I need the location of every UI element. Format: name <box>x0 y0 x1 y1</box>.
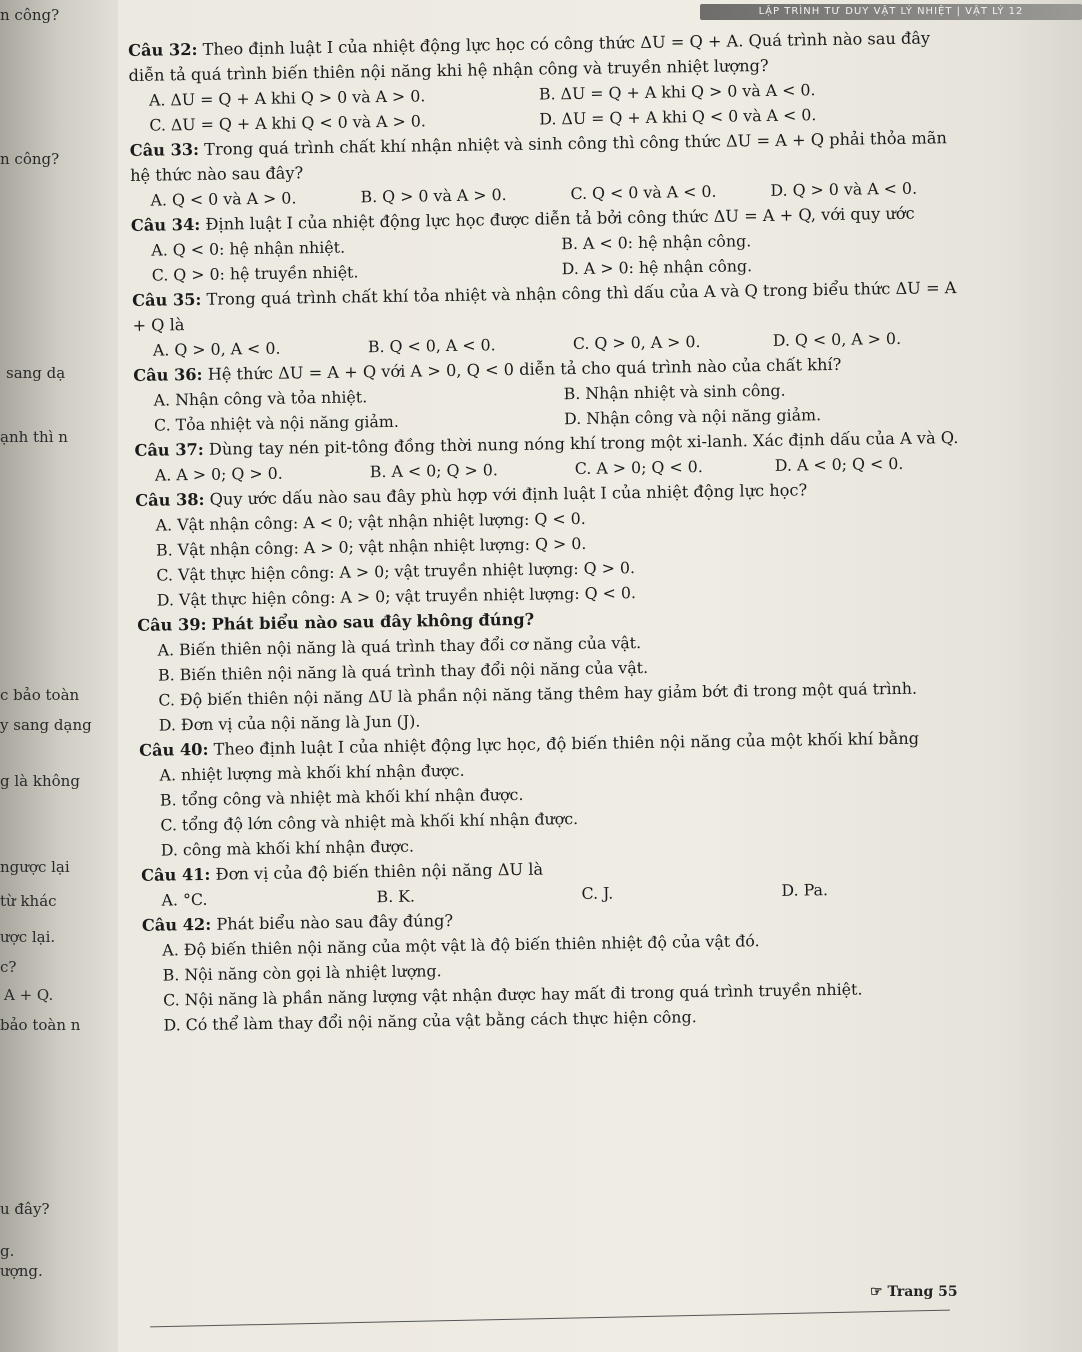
option-c: C. Độ biến thiên nội năng ΔU là phần nội năng tăng thêm hay giảm bớt đi trong một quá trình. <box>158 678 918 710</box>
option-c: C. Q > 0, A > 0. <box>572 332 701 354</box>
option-c: C. J. <box>581 883 614 903</box>
option-c: C. Vật thực hiện công: A > 0; vật truyền nhiệt lượng: Q > 0. <box>156 558 636 585</box>
question-text: Trong quá trình chất khí nhận nhiệt và sinh công thì công thức ΔU = A + Q phải thỏa mãn hệ thức nào sau đây? <box>130 128 947 185</box>
option-b: B. Q < 0, A < 0. <box>367 335 496 357</box>
footer-rule <box>150 1310 950 1328</box>
option-a: A. Q > 0, A < 0. <box>152 338 281 360</box>
question-number: Câu 33: <box>129 139 200 160</box>
margin-fragment: ngược lại <box>0 858 70 876</box>
option-b: B. Q > 0 và A > 0. <box>360 185 507 207</box>
question-number: Câu 35: <box>131 289 202 310</box>
question-text: Theo định luật I của nhiệt động lực học có công thức ΔU = Q + A. Quá trình nào sau đây diễn tả quá trình biến thiên nội năng khi hệ nhận công và truyền nhiệt lượng? <box>128 28 931 85</box>
margin-fragment: g. <box>0 1242 15 1260</box>
margin-fragment: bảo toàn n <box>0 1016 81 1034</box>
question-number: Câu 38: <box>135 489 205 510</box>
question-text: Trong quá trình chất khí tỏa nhiệt và nhận công thì dấu của A và Q trong biểu thức ΔU = A + Q là <box>132 278 957 335</box>
option-b: B. Vật nhận công: A > 0; vật nhận nhiệt lượng: Q > 0. <box>155 533 587 560</box>
option-d: D. Vật thực hiện công: A > 0; vật truyền nhiệt lượng: Q < 0. <box>156 583 637 610</box>
option-d: D. A > 0: hệ nhận công. <box>561 256 753 279</box>
question-number: Câu 42: <box>141 914 212 935</box>
option-a: A. Q < 0 và A > 0. <box>150 188 297 210</box>
page-footer <box>870 1284 958 1300</box>
option-d: D. Pa. <box>781 880 829 900</box>
option-c: C. A > 0; Q < 0. <box>574 457 703 479</box>
option-a: A. ΔU = Q + A khi Q > 0 và A > 0. <box>148 86 426 110</box>
option-a: A. Vật nhận công: A < 0; vật nhận nhiệt lượng: Q < 0. <box>155 508 586 535</box>
option-b: B. Nhận nhiệt và sinh công. <box>563 380 786 404</box>
question-number: Câu 36: <box>133 364 203 385</box>
option-d: D. Nhận công và nội năng giảm. <box>563 405 822 429</box>
option-c: C. tổng độ lớn công và nhiệt mà khối khí nhận được. <box>160 809 579 835</box>
question-text: Quy ước dấu nào sau đây phù hợp với định luật I của nhiệt động lực học? <box>209 480 808 509</box>
question-list <box>128 25 974 1038</box>
option-b: B. ΔU = Q + A khi Q > 0 và A < 0. <box>538 80 816 104</box>
option-c: C. Nội năng là phần năng lượng vật nhận được hay mất đi trong quá trình truyền nhiệt. <box>162 979 863 1010</box>
margin-fragment: ạnh thì n <box>0 428 68 446</box>
question-text-emphasis: không <box>416 610 474 631</box>
running-header: LẬP TRÌNH TƯ DUY VẬT LÝ NHIỆT | VẬT LÝ 12 <box>700 4 1082 20</box>
question-text: Dùng tay nén pit-tông đồng thời nung nóng khí trong một xi-lanh. Xác định dấu của A và Q. <box>208 428 959 459</box>
option-b: B. Nội năng còn gọi là nhiệt lượng. <box>162 961 442 985</box>
option-a: A. Q < 0: hệ nhận nhiệt. <box>151 237 346 260</box>
margin-fragment: A + Q. <box>4 986 54 1004</box>
option-b: B. tổng công và nhiệt mà khối khí nhận được. <box>159 784 524 810</box>
question-text: Phát biểu nào sau đây đúng? <box>216 911 454 934</box>
option-b: B. K. <box>376 886 416 907</box>
question-text: Phát biểu nào sau đây <box>211 611 412 634</box>
option-c: C. Q > 0: hệ truyền nhiệt. <box>151 262 359 285</box>
option-a: A. Biến thiên nội năng là quá trình thay đổi cơ năng của vật. <box>157 633 642 660</box>
question-text: Đơn vị của độ biến thiên nội năng ΔU là <box>215 859 544 884</box>
option-d: D. Q > 0 và A < 0. <box>770 178 918 200</box>
question-text-end: đúng? <box>478 609 535 630</box>
question-number: Câu 40: <box>139 739 209 760</box>
question-text: Hệ thức ΔU = A + Q với A > 0, Q < 0 diễn tả cho quá trình nào của chất khí? <box>207 354 842 384</box>
margin-fragment: từ khác <box>0 892 57 910</box>
option-a: A. A > 0; Q > 0. <box>154 463 283 485</box>
option-d: D. công mà khối khí nhận được. <box>160 836 415 860</box>
question-number: Câu 39: <box>137 614 207 635</box>
margin-fragment: c? <box>0 958 17 976</box>
option-d: D. A < 0; Q < 0. <box>774 453 904 475</box>
option-d: D. Q < 0, A > 0. <box>772 328 902 350</box>
option-d: D. Đơn vị của nội năng là Jun (J). <box>158 711 421 735</box>
option-a: A. Độ biến thiên nội năng của một vật là độ biến thiên nhiệt độ của vật đó. <box>162 931 760 960</box>
margin-fragment: n công? <box>0 150 60 168</box>
margin-fragment: c bảo toàn <box>0 686 80 704</box>
option-b: B. Biến thiên nội năng là quá trình thay đổi nội năng của vật. <box>157 657 649 685</box>
margin-fragment: u đây? <box>0 1200 50 1218</box>
option-c: C. Tỏa nhiệt và nội năng giảm. <box>153 411 399 435</box>
option-d: D. Có thể làm thay đổi nội năng của vật bằng cách thực hiện công. <box>163 1007 697 1035</box>
margin-fragment: ượng. <box>0 1262 43 1280</box>
option-c: C. ΔU = Q + A khi Q < 0 và A > 0. <box>149 111 426 135</box>
question-text: Định luật I của nhiệt động lực học được diễn tả bởi công thức ΔU = A + Q, với quy ước <box>205 203 915 234</box>
page-gutter <box>0 0 118 1352</box>
question-number: Câu 41: <box>141 864 211 885</box>
hand-pointer-icon: ☞ <box>870 1284 883 1300</box>
question-number: Câu 34: <box>130 214 201 235</box>
option-b: B. A < 0; Q > 0. <box>369 460 499 482</box>
option-d: D. ΔU = Q + A khi Q < 0 và A < 0. <box>539 105 817 129</box>
margin-fragment: y sang dạng <box>0 716 92 734</box>
question-number: Câu 32: <box>128 39 198 60</box>
option-b: B. A < 0: hệ nhận công. <box>561 231 752 254</box>
margin-fragment: sang dạ <box>6 364 66 382</box>
margin-fragment: n công? <box>0 6 60 24</box>
option-c: C. Q < 0 và A < 0. <box>570 181 717 204</box>
option-a: A. °C. <box>161 889 208 910</box>
margin-fragment: g là không <box>0 772 80 790</box>
option-a: A. Nhận công và tỏa nhiệt. <box>153 387 368 410</box>
question-text: Theo định luật I của nhiệt động lực học, độ biến thiên nội năng của một khối khí bằng <box>213 728 920 759</box>
margin-fragment: ược lại. <box>0 928 56 946</box>
page-number: Trang 55 <box>887 1284 958 1300</box>
question-number: Câu 37: <box>134 439 204 460</box>
option-a: A. nhiệt lượng mà khối khí nhận được. <box>159 760 465 785</box>
